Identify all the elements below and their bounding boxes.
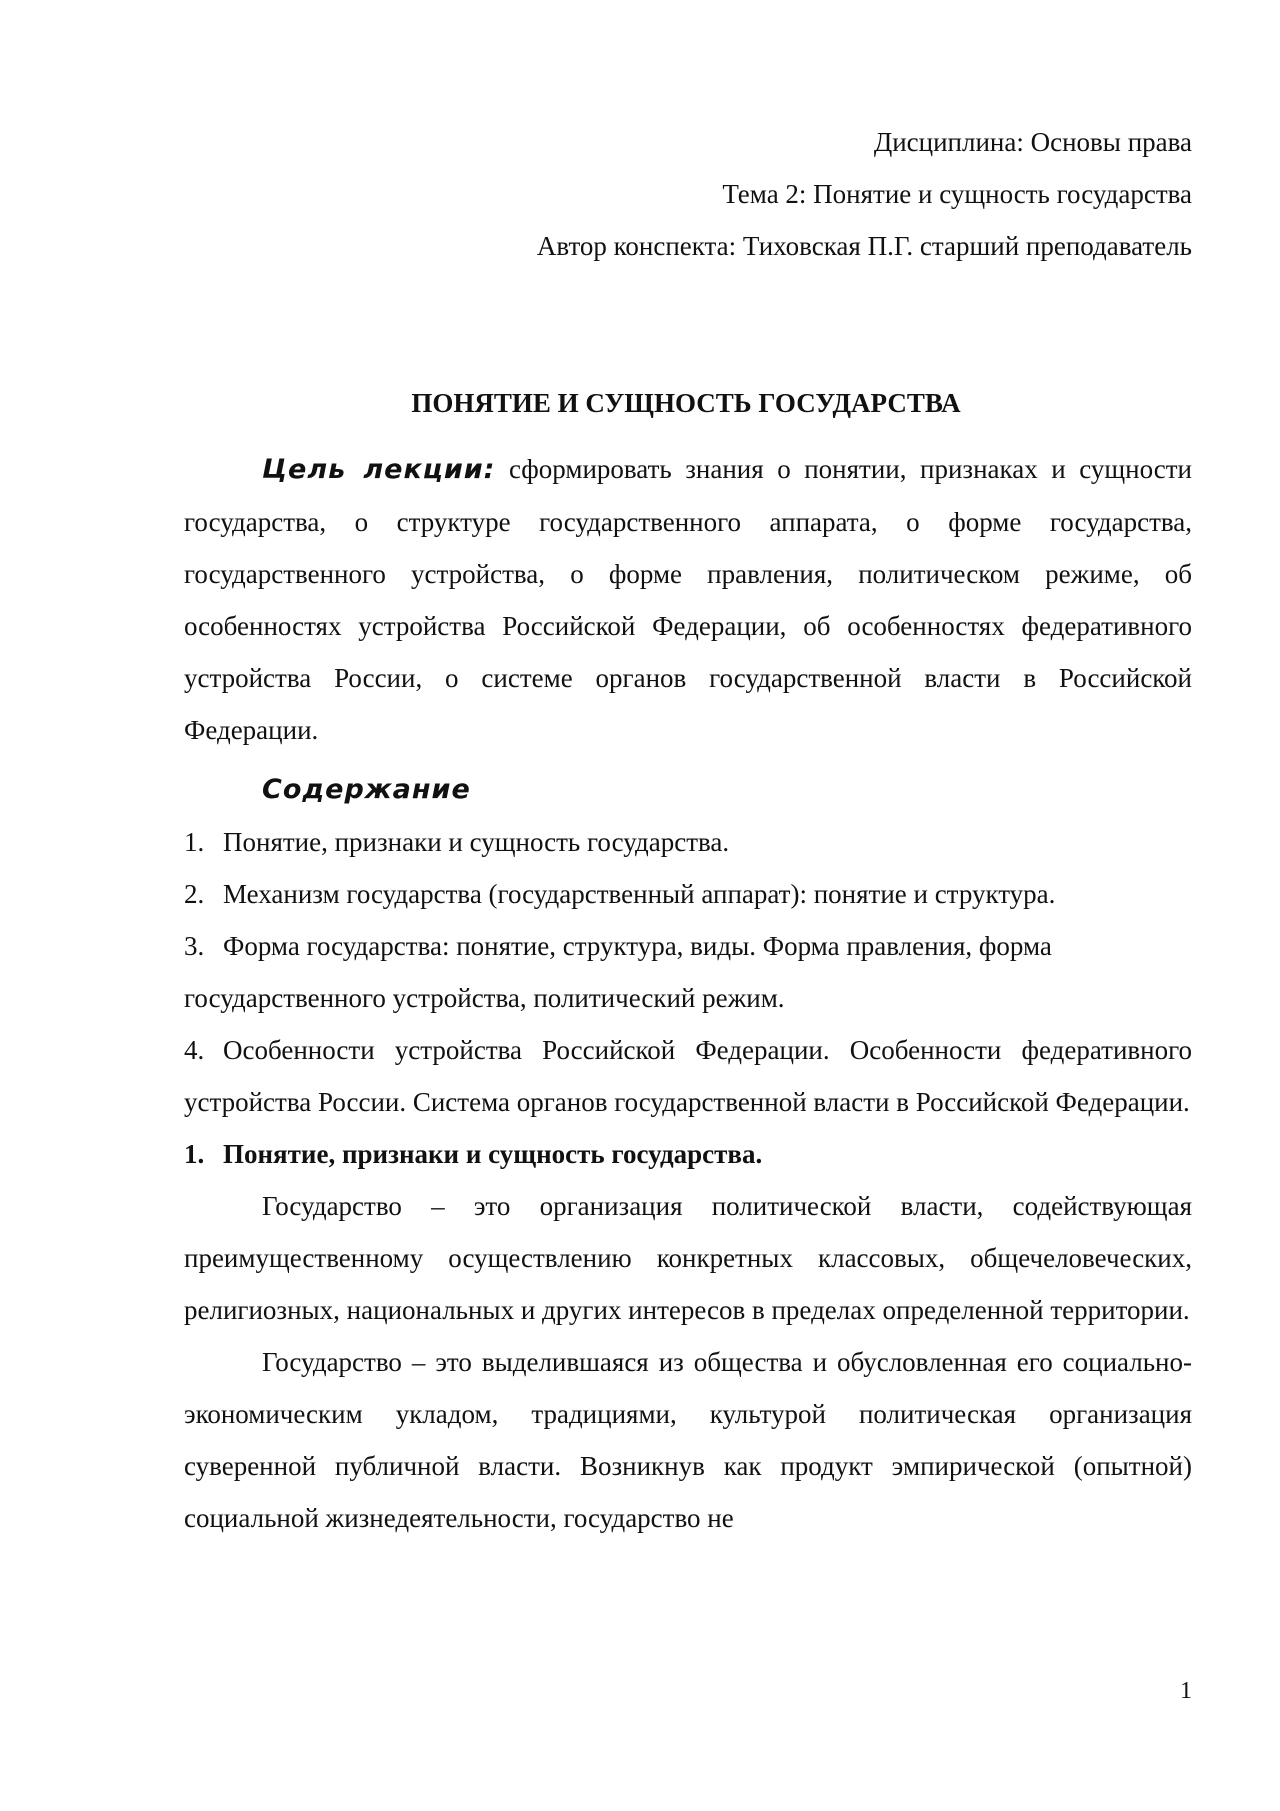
lecture-goal-text: сформировать знания о понятии, признаках и сущности государства, о структуре государственного аппарата, о форме государства, государственного устройства, о форме правления, политическом режиме, об особенностях устройства Российской Федерации, об особенностях федеративного устройства России, о системе органов государственной власти в Российской Федерации. — [184, 454, 1192, 745]
contents-item — [184, 920, 1192, 1024]
header-discipline: Дисциплина: Основы права — [873, 127, 1192, 157]
page-number: 1 — [1180, 1678, 1192, 1704]
document-page — [184, 116, 1192, 1544]
document-title: ПОНЯТИЕ И СУЩНОСТЬ ГОСУДАРСТВА — [411, 388, 961, 418]
contents-item-number: 2. — [184, 879, 205, 909]
contents-item-text: Особенности устройства Российской Федерации. Особенности федеративного устройства России. Система органов государственной власти в Российской Федерации. — [184, 1035, 1192, 1117]
contents-item-number: 4. — [184, 1035, 205, 1065]
contents-item — [184, 1024, 1192, 1128]
header-author: Автор конспекта: Тиховская П.Г. старший преподаватель — [536, 231, 1192, 261]
contents-item-number: 3. — [184, 931, 205, 961]
body-paragraph: Государство – это выделившаяся из общества и обусловленная его социально-экономическим укладом, традициями, культурой политическая организация суверенной публичной власти. Возникнув как продукт эмпирической (опытной) социальной жизнедеятельности, государство не — [184, 1347, 1192, 1533]
section-heading-text: Понятие, признаки и сущность государства. — [223, 1139, 763, 1169]
contents-item-number: 1. — [184, 827, 205, 857]
lecture-goal — [184, 443, 1192, 756]
body-paragraph: Государство – это организация политической власти, содействующая преимущественному осуществлению конкретных классовых, общечеловеческих, религиозных, национальных и других интересов в пределах определенной территории. — [184, 1191, 1192, 1325]
contents-item — [184, 816, 1192, 868]
contents-item-text: Форма государства: понятие, структура, виды. Форма правления, форма государственного устройства, политический режим. — [184, 931, 1052, 1013]
contents-item-text: Понятие, признаки и сущность государства. — [223, 827, 730, 857]
lecture-goal-label: Цель лекции: — [262, 454, 496, 485]
header-topic: Тема 2: Понятие и сущность государства — [722, 179, 1192, 209]
contents-item — [184, 868, 1192, 920]
contents-item-text: Механизм государства (государственный аппарат): понятие и структура. — [223, 879, 1056, 909]
section-number: 1. — [184, 1139, 205, 1169]
section-heading — [184, 1128, 1192, 1180]
contents-heading: Содержание — [262, 774, 471, 805]
